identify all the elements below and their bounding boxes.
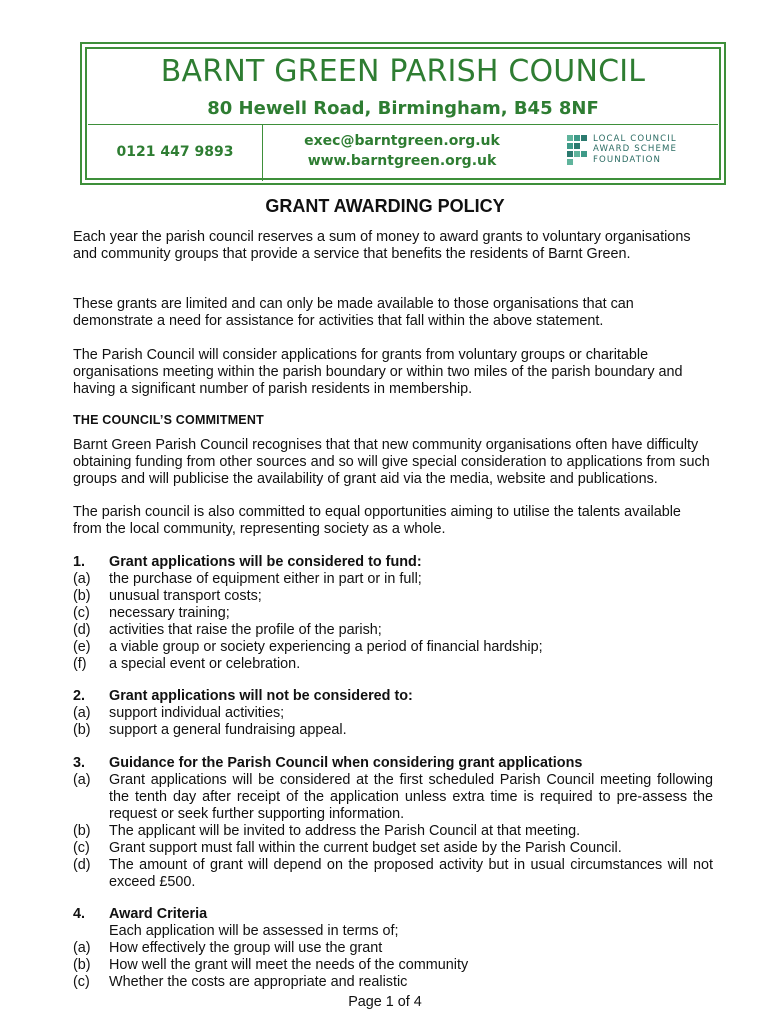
intro-paragraph: Each year the parish council reserves a sum of money to award grants to voluntary organisations and community groups that provide a service that benefits the residents of Barnt Green. <box>73 229 691 262</box>
list-marker: (d) <box>73 857 91 873</box>
commitment-heading: THE COUNCIL’S COMMITMENT <box>73 413 264 427</box>
list-marker: (f) <box>73 656 87 672</box>
list-item-text: the purchase of equipment either in part or in full; <box>109 571 422 587</box>
list-item <box>73 605 713 622</box>
list-marker: (a) <box>73 940 91 956</box>
list-item <box>73 772 713 823</box>
section-1-list <box>73 554 713 673</box>
section-heading-text: Award Criteria <box>109 906 208 922</box>
letterhead-divider <box>88 124 718 125</box>
section-heading <box>73 554 713 571</box>
section-number: 4. <box>73 906 86 922</box>
section-4-list <box>73 906 713 991</box>
list-marker: (c) <box>73 840 90 856</box>
list-item <box>73 940 713 957</box>
list-marker: (e) <box>73 639 91 655</box>
list-item <box>73 840 713 857</box>
list-item-text: activities that raise the profile of the parish; <box>109 622 382 638</box>
list-marker: (b) <box>73 722 91 738</box>
list-item-text: support individual activities; <box>109 705 285 721</box>
list-marker: (a) <box>73 571 91 587</box>
list-item <box>73 722 713 739</box>
list-item <box>73 656 713 673</box>
award-scheme-logo <box>567 133 722 169</box>
award-scheme-logo-icon <box>567 135 587 165</box>
council-email: exec@barntgreen.org.uk <box>304 133 500 149</box>
list-lead-text: Each application will be assessed in terms of; <box>109 923 399 939</box>
commitment-paragraph: Barnt Green Parish Council recognises that that new community organisations often have difficulty obtaining funding from other sources and so will give special consideration to applications from such groups and will publicise the availability of grant aid via the media, website and publications. <box>73 437 710 487</box>
list-marker: (b) <box>73 588 91 604</box>
council-phone: 0121 447 9893 <box>116 144 234 160</box>
list-item <box>73 588 713 605</box>
section-heading-text: Guidance for the Parish Council when considering grant applications <box>109 755 583 771</box>
intro-paragraph: These grants are limited and can only be made available to those organisations that can demonstrate a need for assistance for activities that fall within the above statement. <box>73 296 634 329</box>
list-item-text: How effectively the group will use the grant <box>109 940 383 956</box>
commitment-paragraph: The parish council is also committed to equal opportunities aiming to utilise the talents available from the local community, representing society as a whole. <box>73 504 681 537</box>
list-item <box>73 957 713 974</box>
section-heading <box>73 906 713 923</box>
intro-paragraph: The Parish Council will consider applications for grants from voluntary groups or charitable organisations meeting within the parish boundary or within two miles of the parish boundary and having a significant number of parish residents in membership. <box>73 347 683 397</box>
list-marker: (d) <box>73 622 91 638</box>
section-number: 3. <box>73 755 86 771</box>
section-number: 1. <box>73 554 86 570</box>
list-marker: (a) <box>73 705 91 721</box>
letterhead <box>80 42 726 185</box>
section-heading-text: Grant applications will be considered to fund: <box>109 554 422 570</box>
council-name: BARNT GREEN PARISH COUNCIL <box>160 54 646 89</box>
list-item <box>73 705 713 722</box>
council-website: www.barntgreen.org.uk <box>307 153 497 169</box>
list-item <box>73 622 713 639</box>
letterhead-vertical-divider <box>262 125 263 181</box>
list-item-text: necessary training; <box>109 605 230 621</box>
list-item-text: a special event or celebration. <box>109 656 301 672</box>
section-heading <box>73 688 713 705</box>
list-item-text: a viable group or society experiencing a period of financial hardship; <box>109 639 543 655</box>
page-number: Page 1 of 4 <box>348 994 422 1010</box>
council-address: 80 Hewell Road, Birmingham, B45 8NF <box>207 98 599 119</box>
list-marker: (c) <box>73 605 90 621</box>
list-item-text: The applicant will be invited to address the Parish Council at that meeting. <box>109 823 581 839</box>
document-title: GRANT AWARDING POLICY <box>265 196 505 216</box>
list-item <box>73 823 713 840</box>
list-item <box>73 639 713 656</box>
list-item-text: unusual transport costs; <box>109 588 262 604</box>
list-lead <box>73 923 713 940</box>
list-item-text: Grant support must fall within the current budget set aside by the Parish Council. <box>109 840 622 856</box>
section-heading <box>73 755 713 772</box>
list-item <box>73 571 713 588</box>
list-item-text: support a general fundraising appeal. <box>109 722 347 738</box>
list-marker: (b) <box>73 957 91 973</box>
award-scheme-logo-text: LOCAL COUNCIL AWARD SCHEME FOUNDATION <box>593 134 678 165</box>
section-number: 2. <box>73 688 86 704</box>
list-item-text: Whether the costs are appropriate and realistic <box>109 974 408 990</box>
section-heading-text: Grant applications will not be considered to: <box>109 688 413 704</box>
list-item <box>73 857 713 891</box>
list-marker: (c) <box>73 974 90 990</box>
section-2-list <box>73 688 713 739</box>
list-item-text: How well the grant will meet the needs of the community <box>109 957 469 973</box>
section-3-list <box>73 755 713 891</box>
list-marker: (a) <box>73 772 91 788</box>
list-item-text: Grant applications will be considered at the first scheduled Parish Council meeting following the tenth day after receipt of the application unless extra time is required to pre-assess the request or seek further supporting information. <box>109 772 713 822</box>
list-item <box>73 974 713 991</box>
list-item-text: The amount of grant will depend on the proposed activity but in usual circumstances will not exceed £500. <box>109 857 713 890</box>
list-marker: (b) <box>73 823 91 839</box>
